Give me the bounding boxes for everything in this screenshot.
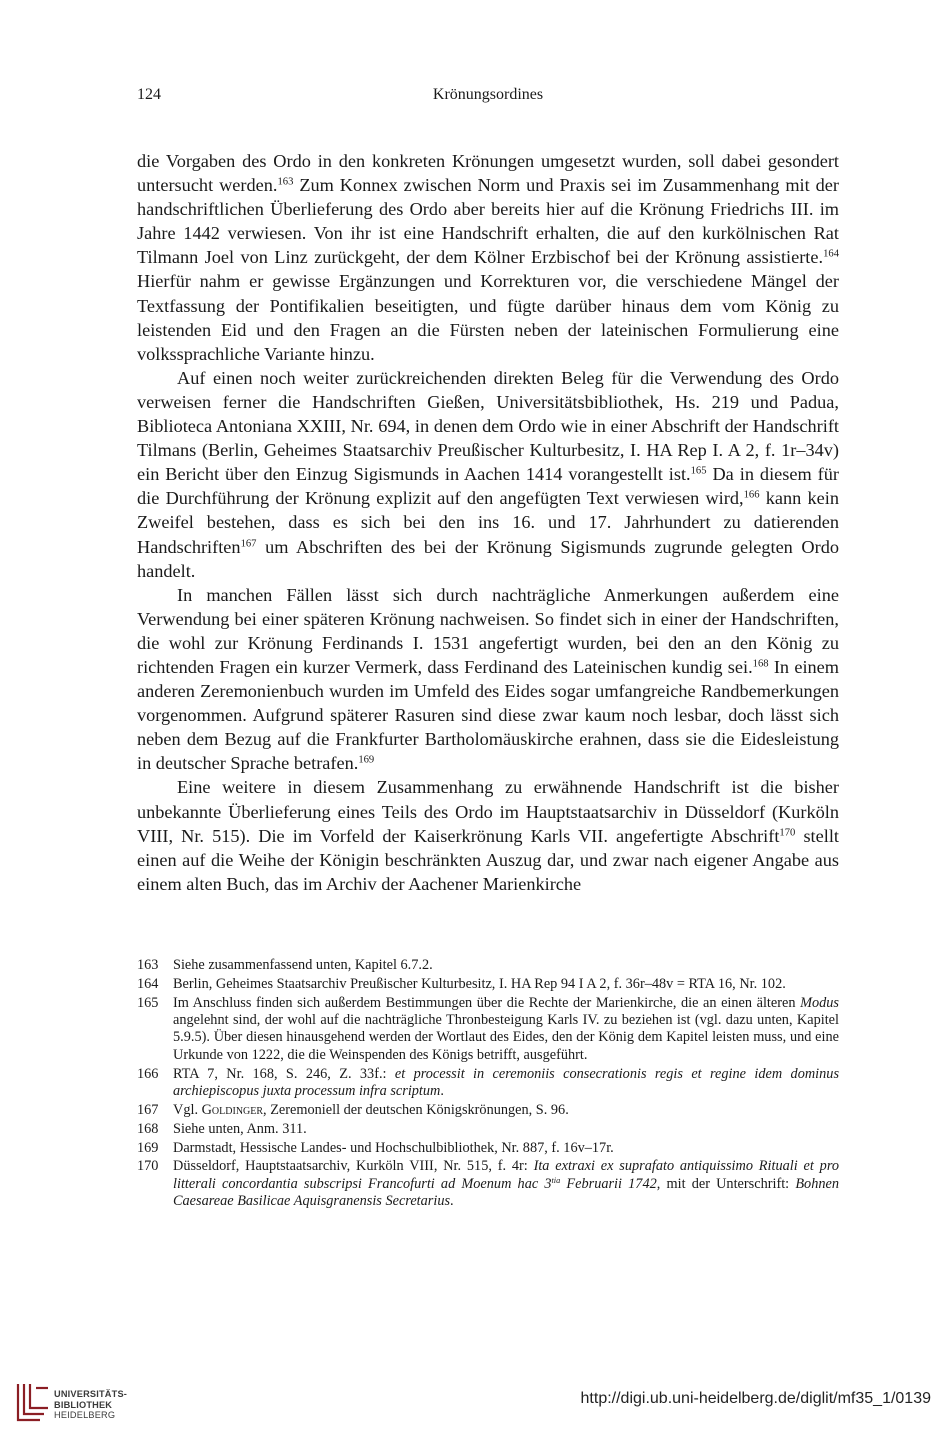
paragraph-text: Hierfür nahm er gewisse Ergänzungen und Korrekturen vor, die verschiedene Mängel der Textfassung der Pontifikalien beseitigten, und fügte darüber hinaus dem vom König zu leistenden Eid und den Fragen an die Fürsten neben der lateinischen Formulierung eine volkssprachliche Variante hinzu. [137, 271, 839, 364]
footnote-marker[interactable]: 167 [240, 537, 257, 549]
footnote-number: 169 [137, 1139, 159, 1156]
footnote-text-part: . [450, 1193, 454, 1210]
footnote-marker[interactable]: 166 [743, 489, 760, 501]
library-name-line-2: BIBLIOTHEK [54, 1399, 113, 1410]
footnote-text [173, 976, 839, 993]
footnote-marker[interactable]: 168 [752, 658, 769, 670]
paragraph-text: Auf einen noch weiter zurückreichenden direkten Beleg für die Verwendung des Ordo verweisen ferner die Handschriften Gießen, Universitätsbibliothek, Hs. 219 und Padua, Biblioteca Antoniana XXIII, Nr. 694, in denen dem Ordo wie in einer Abschrift der Handschrift Tilmans (Berlin, Geheimes Staatsarchiv Preußischer Kulturbesitz, I. HA Rep I. A 2, f. 1r–34v) ein Bericht über den Einzug Sigismunds in Aachen 1414 vorangestellt ist. [137, 367, 839, 485]
footnote-marker[interactable]: 169 [358, 754, 375, 766]
footnotes [137, 957, 839, 1212]
library-name-line-3: HEIDELBERG [54, 1410, 116, 1420]
footnote-text-part: Vgl. [173, 1101, 202, 1118]
footnote-text-part: Modus [800, 994, 839, 1011]
paragraph-text: Da in diesem für die Durchführung der Krönung explizit auf den angefügten Text verwiesen wird, [137, 464, 839, 509]
source-url[interactable]: http://digi.ub.uni-heidelberg.de/diglit/mf35_1/0139 [580, 1390, 931, 1407]
footnote-text-part: angelehnt sind, der wohl auf die nachträgliche Thronbesteigung Karls IV. zu beziehen ist (vgl. dazu unten, Kapitel 5.9.5). Über diesen hinausgehend werden der Wortlaut des Eides, den der König dem Kapitel leisten muss, und eine Urkunde von 1222, die die Weinspenden des Königs betrifft, ausgeführt. [173, 1012, 839, 1063]
footnote [137, 1158, 839, 1210]
footnote-text-part: Bohnen Caesareae Basilicae Aquisgranensis Secretarius [173, 1175, 839, 1210]
footnote-text [173, 995, 839, 1064]
footnote [137, 1066, 839, 1101]
footnote-text-part: , mit der Unterschrift: [656, 1175, 796, 1192]
library-name [54, 1389, 127, 1421]
paragraph-text: In einem anderen Zeremonienbuch wurden im Umfeld des Eides sogar umfangreiche Randbemerkungen vorgenommen. Aufgrund späterer Rasuren sind diese zwar kaum noch lesbar, doch lässt sich neben dem Bezug auf die Frankfurter Bartholomäuskirche erahnen, dass sie die Eidesleistung in deutscher Sprache betrafen. [137, 656, 839, 774]
footnote-number: 163 [137, 957, 159, 973]
body-paragraph [137, 775, 839, 895]
footnote-text-part: Düsseldorf, Hauptstaatsarchiv, Kurköln VIII, Nr. 515, f. 4r: [173, 1158, 534, 1175]
paragraph-text: Zum Konnex zwischen Norm und Praxis sei im Zusammenhang mit der handschriftlichen Überlieferung des Ordo aber bereits hier auf die Krönung Friedrichs III. im Jahre 1442 verwiesen. Von ihr ist eine Handschrift erhalten, die auf den kurkölnischen Rat Tilmann Joel von Linz zurückgeht, der dem Kölner Erzbischof bei der Krönung assistierte. [137, 175, 839, 268]
paragraph-text: kann kein Zweifel bestehen, dass es sich bei den ins 16. und 17. Jahrhundert zu datierenden Handschriften [137, 488, 840, 557]
footnote-text-part: Februarii 1742 [560, 1175, 657, 1192]
page-header [137, 86, 839, 110]
library-name-line-1: UNIVERSITÄTS- [54, 1389, 128, 1399]
footnote-number: 167 [137, 1101, 159, 1118]
footer-bar [0, 1372, 941, 1437]
footnote-marker[interactable]: 165 [690, 465, 707, 477]
footnote-text [173, 1102, 839, 1119]
footnote-text-part: Ita extraxi ex suprafato antiquissimo Rituali et pro litterali concordantia subscripsi Francofurti ad Moenum hac 3 [173, 1158, 839, 1192]
footnote-text-part: Darmstadt, Hessische Landes- und Hochschulbibliothek, Nr. 887, f. 16v–17r. [173, 1139, 614, 1156]
footnote [137, 1102, 839, 1119]
footnote-text [173, 957, 839, 974]
paragraph-text: Eine weitere in diesem Zusammenhang zu erwähnende Handschrift ist die bisher unbekannte Überlieferung eines Teils des Ordo im Hauptstaatsarchiv in Düsseldorf (Kurköln VIII, Nr. 515). Die im Vorfeld der Kaiserkrönung Karls VII. angefertigte Abschrift [137, 777, 839, 846]
running-title: Krönungsordines [432, 86, 544, 103]
body-paragraph [137, 366, 839, 583]
footnote-text-part: Berlin, Geheimes Staatsarchiv Preußischer Kulturbesitz, I. HA Rep 94 I A 2, f. 36r–48v = RTA 16, Nr. 102. [173, 975, 786, 992]
footnote-text [173, 1121, 839, 1138]
page-number: 124 [137, 86, 161, 103]
body-paragraph [137, 583, 839, 776]
footnote-text-part: , Zeremoniell der deutschen Königskrönungen, S. 96. [263, 1101, 569, 1118]
footnote-number: 166 [137, 1065, 159, 1082]
library-logo-icon [10, 1380, 50, 1426]
footnote-marker[interactable]: 170 [779, 827, 796, 839]
footnote-text-part: Siehe unten, Anm. 311. [173, 1120, 307, 1137]
footnote-marker[interactable]: 163 [277, 176, 294, 188]
footnote [137, 976, 839, 993]
main-text [137, 149, 839, 896]
footnote-text [173, 1158, 839, 1210]
footnote-number: 165 [137, 994, 159, 1011]
footnote-marker[interactable]: 164 [823, 248, 839, 260]
footnote-number: 170 [137, 1158, 159, 1175]
footnote-text-part: tia [551, 1175, 561, 1185]
paragraph-text: stellt einen auf die Weihe der Königin beschränkten Auszug dar, und zwar nach eigener Angabe aus einem alten Buch, das im Archiv der Aachener Marienkirche [137, 825, 839, 894]
footnote-text-part: Goldinger [201, 1101, 264, 1118]
footnote-number: 164 [137, 975, 159, 992]
paragraph-text: In manchen Fällen lässt sich durch nachträgliche Anmerkungen außerdem eine Verwendung bei einer späteren Krönung nachweisen. So findet sich in einer der Handschriften, die wohl zur Krönung Ferdinands I. 1531 angefertigt wurden, bei den an den König zu richtenden Fragen ein kurzer Vermerk, dass Ferdinand des Lateinischen kundig sei. [137, 584, 839, 677]
footnote-text-part: et processit in ceremoniis consecrationis regis et regine idem dominus archiepiscopus juxta processum infra scriptum [173, 1065, 840, 1099]
footnote-text-part: Siehe zusammenfassend unten, Kapitel 6.7.2. [173, 957, 433, 973]
footnote-text [173, 1140, 839, 1157]
footnote [137, 995, 839, 1064]
footnote-number: 168 [137, 1120, 159, 1137]
footnote-text [173, 1066, 839, 1101]
paragraph-text: die Vorgaben des Ordo in den konkreten Krönungen umgesetzt wurden, soll dabei gesondert untersucht werden. [137, 151, 839, 196]
footnote-text-part: . [440, 1082, 444, 1099]
body-paragraph [137, 149, 839, 366]
footnote [137, 1140, 839, 1157]
footnote [137, 1121, 839, 1138]
footnote-text-part: RTA 7, Nr. 168, S. 246, Z. 33f.: [173, 1065, 395, 1082]
paragraph-text: um Abschriften des bei der Krönung Sigismunds zugrunde gelegten Ordo handelt. [137, 536, 839, 581]
footnote-text-part: Im Anschluss finden sich außerdem Bestimmungen über die Rechte der Marienkirche, die an einen älteren [173, 994, 801, 1011]
footnote [137, 957, 839, 974]
